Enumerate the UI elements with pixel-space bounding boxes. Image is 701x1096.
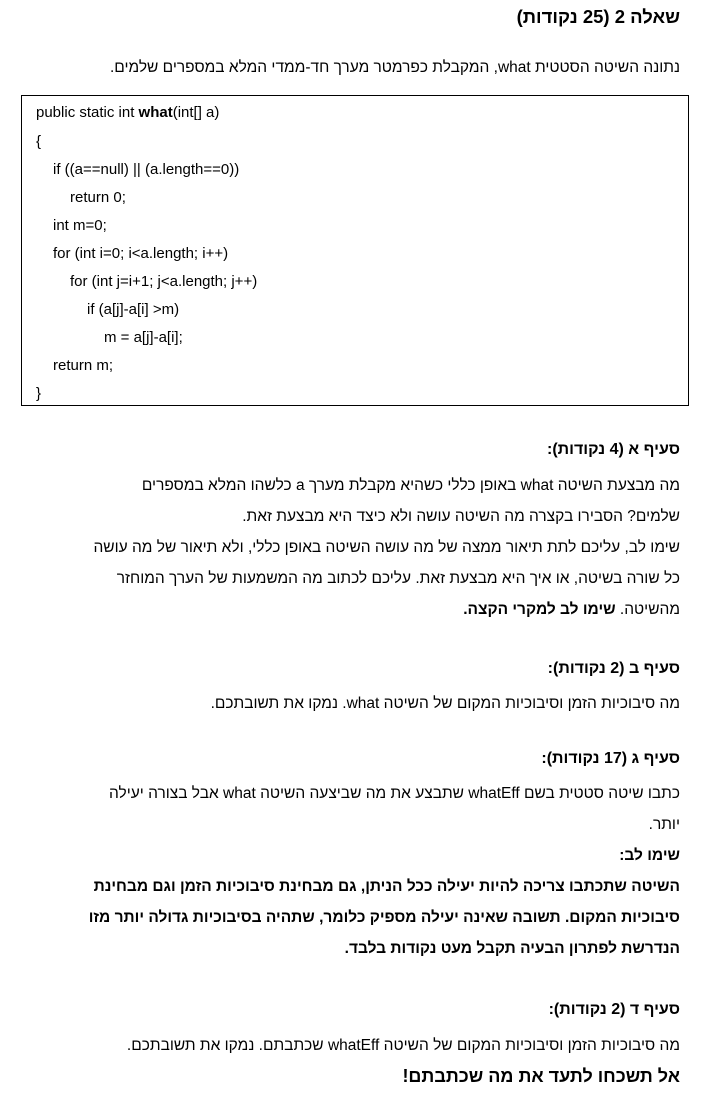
section-a-line: כל שורה בשיטה, או איך היא מבצעת זאת. עליכם לכתוב מה המשמעות של הערך המוחזר	[116, 570, 680, 587]
section-b-title: סעיף ב (2 נקודות):	[547, 660, 680, 677]
code-block	[21, 95, 689, 406]
section-a-line: מה מבצעת השיטה what באופן כללי כשהיא מקבלת מערך a כלשהו המלא במספרים	[141, 477, 680, 494]
code-line: int m=0;	[53, 217, 107, 234]
code-signature-post: (int[] a)	[172, 104, 220, 121]
code-line: return 0;	[70, 189, 126, 206]
section-c-title: סעיף ג (17 נקודות):	[541, 750, 680, 767]
final-reminder: אל תשכחו לתעד את מה שכתבתם!	[402, 1066, 680, 1086]
code-line: for (int i=0; i<a.length; i++)	[53, 245, 229, 262]
code-line: return m;	[53, 357, 114, 374]
section-c-bold-line: השיטה שתכתבו צריכה להיות יעילה ככל הניתן, גם מבחינת סיבוכיות הזמן וגם מבחינת	[93, 878, 680, 895]
code-signature-pre: public static int	[36, 104, 139, 121]
section-a-emphasis: שימו לב למקרי הקצה.	[463, 601, 616, 618]
code-line: m = a[j]-a[i];	[104, 329, 183, 346]
intro-text: נתונה השיטה הסטטית what, המקבלת כפרמטר מערך חד-ממדי המלא במספרים שלמים.	[109, 59, 680, 76]
code-signature	[36, 103, 219, 123]
section-c-line: כתבו שיטה סטטית בשם whatEff שתבצע את מה שביצעה השיטה what אבל בצורה יעילה	[109, 785, 680, 802]
section-a-body	[18, 470, 680, 625]
section-c-note: שימו לב:	[619, 847, 680, 864]
section-c-bold-line: סיבוכיות המקום. תשובה שאינה יעילה מספיק כלומר, שתהיה בסיבוכיות גדולה יותר מזו	[88, 909, 680, 926]
section-d-title: סעיף ד (2 נקודות):	[548, 1001, 680, 1018]
question-title: שאלה 2 (25 נקודות)	[516, 6, 680, 27]
section-c-body	[18, 778, 680, 964]
section-a-line: שלמים? הסבירו בקצרה מה השיטה עושה ולא כיצד היא מבצעת זאת.	[242, 508, 680, 525]
section-c-bold-line: הנדרשת לפתרון הבעיה תקבל מעט נקודות בלבד.	[344, 940, 680, 957]
code-method-name: what	[138, 104, 173, 121]
code-line: if ((a==null) || (a.length==0))	[53, 161, 240, 178]
code-line: for (int j=i+1; j<a.length; j++)	[70, 273, 258, 290]
code-line: if (a[j]-a[i] >m)	[87, 301, 180, 318]
section-b-text: מה סיבוכיות הזמן וסיבוכיות המקום של השיטה what. נמקו את תשובתכם.	[210, 695, 680, 712]
section-a-title: סעיף א (4 נקודות):	[547, 441, 680, 458]
code-line: {	[36, 133, 42, 150]
section-d-text: מה סיבוכיות הזמן וסיבוכיות המקום של השיטה whatEff שכתבתם. נמקו את תשובתכם.	[126, 1037, 680, 1054]
code-line: }	[36, 385, 42, 402]
section-a-line: שימו לב, עליכם לתת תיאור ממצה של מה עושה השיטה באופן כללי, ולא תיאור של מה עושה	[93, 539, 680, 556]
section-c-line: יותר.	[648, 816, 680, 833]
section-a-line	[18, 594, 680, 625]
section-a-text: מהשיטה.	[615, 601, 680, 618]
